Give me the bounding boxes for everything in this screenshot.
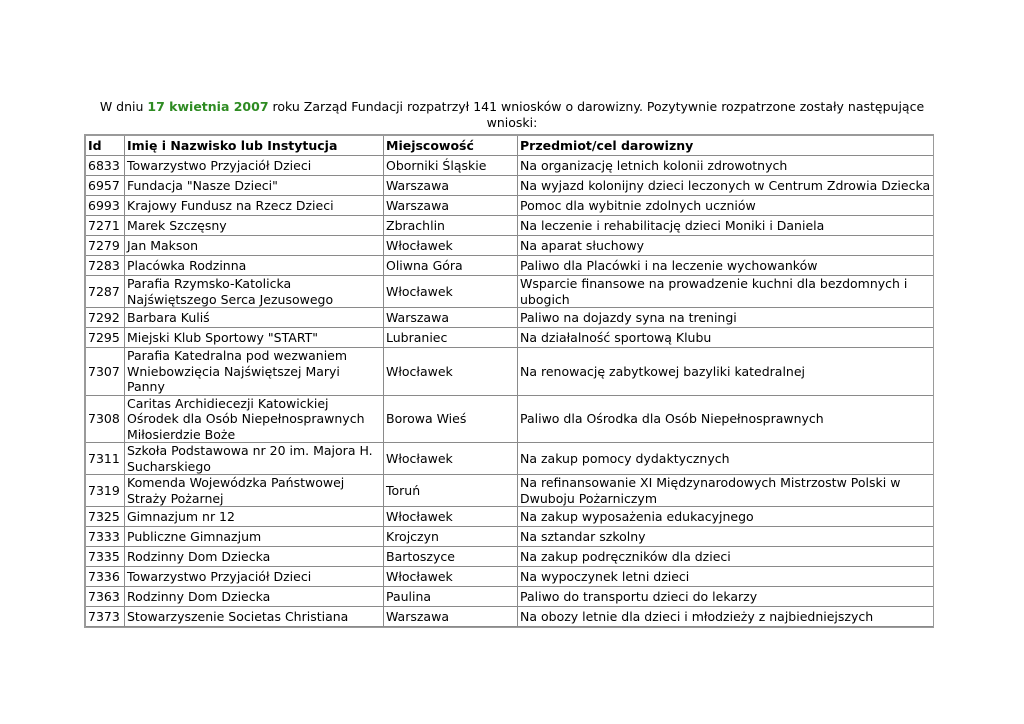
cell-purpose: Na obozy letnie dla dzieci i młodzieży z najbiedniejszych <box>518 607 933 627</box>
cell-city: Zbrachlin <box>384 216 518 236</box>
cell-city: Paulina <box>384 587 518 607</box>
intro-suffix: roku Zarząd Fundacji rozpatrzył 141 wniosków o darowizny. Pozytywnie rozpatrzone zostały następujące wnioski: <box>272 98 925 130</box>
table-row <box>86 276 933 308</box>
cell-purpose: Na działalność sportową Klubu <box>518 328 933 348</box>
cell-city: Bartoszyce <box>384 547 518 567</box>
cell-purpose: Paliwo do transportu dzieci do lekarzy <box>518 587 933 607</box>
cell-name: Stowarzyszenie Societas Christiana <box>125 607 384 627</box>
cell-name: Rodzinny Dom Dziecka <box>125 587 384 607</box>
cell-city: Krojczyn <box>384 527 518 547</box>
cell-name: Towarzystwo Przyjaciół Dzieci <box>125 567 384 587</box>
cell-name: Parafia Rzymsko-Katolicka Najświętszego Serca Jezusowego <box>125 276 384 308</box>
cell-id: 7287 <box>86 276 125 308</box>
intro-prefix: W dniu <box>99 98 144 114</box>
cell-name: Gimnazjum nr 12 <box>125 507 384 527</box>
cell-name: Krajowy Fundusz na Rzecz Dzieci <box>125 196 384 216</box>
cell-id: 7325 <box>86 507 125 527</box>
table-row <box>86 443 933 475</box>
cell-city: Oborniki Śląskie <box>384 156 518 176</box>
cell-city: Włocławek <box>384 348 518 396</box>
cell-id: 6957 <box>86 176 125 196</box>
cell-name: Jan Makson <box>125 236 384 256</box>
cell-purpose: Paliwo dla Placówki i na leczenie wychowanków <box>518 256 933 276</box>
cell-city: Warszawa <box>384 308 518 328</box>
cell-id: 7363 <box>86 587 125 607</box>
cell-purpose: Wsparcie finansowe na prowadzenie kuchni dla bezdomnych i ubogich <box>518 276 933 308</box>
cell-purpose: Na zakup pomocy dydaktycznych <box>518 443 933 475</box>
cell-name: Rodzinny Dom Dziecka <box>125 547 384 567</box>
table-row <box>86 475 933 507</box>
cell-id: 7308 <box>86 396 125 444</box>
cell-purpose: Na leczenie i rehabilitację dzieci Moniki i Daniela <box>518 216 933 236</box>
cell-city: Warszawa <box>384 176 518 196</box>
cell-city: Włocławek <box>384 567 518 587</box>
cell-id: 7319 <box>86 475 125 507</box>
cell-name: Towarzystwo Przyjaciół Dzieci <box>125 156 384 176</box>
header-name: Imię i Nazwisko lub Instytucja <box>125 136 384 156</box>
table-row <box>86 156 933 176</box>
cell-id: 7336 <box>86 567 125 587</box>
table-row <box>86 547 933 567</box>
table-row <box>86 507 933 527</box>
cell-name: Marek Szczęsny <box>125 216 384 236</box>
cell-id: 7292 <box>86 308 125 328</box>
cell-id: 6993 <box>86 196 125 216</box>
cell-purpose: Paliwo dla Ośrodka dla Osób Niepełnosprawnych <box>518 396 933 444</box>
cell-name: Fundacja "Nasze Dzieci" <box>125 176 384 196</box>
cell-purpose: Paliwo na dojazdy syna na treningi <box>518 308 933 328</box>
cell-purpose: Na aparat słuchowy <box>518 236 933 256</box>
donations-table <box>84 134 934 628</box>
cell-city: Lubraniec <box>384 328 518 348</box>
decision-date: 17 kwietnia 2007 <box>147 98 269 114</box>
cell-city: Włocławek <box>384 276 518 308</box>
cell-name: Placówka Rodzinna <box>125 256 384 276</box>
cell-purpose: Na renowację zabytkowej bazyliki katedralnej <box>518 348 933 396</box>
cell-name: Miejski Klub Sportowy "START" <box>125 328 384 348</box>
cell-id: 7311 <box>86 443 125 475</box>
cell-id: 7279 <box>86 236 125 256</box>
table-row <box>86 328 933 348</box>
cell-city: Włocławek <box>384 507 518 527</box>
cell-purpose: Na zakup podręczników dla dzieci <box>518 547 933 567</box>
cell-purpose: Na organizację letnich kolonii zdrowotnych <box>518 156 933 176</box>
cell-id: 6833 <box>86 156 125 176</box>
cell-id: 7373 <box>86 607 125 627</box>
cell-purpose: Na refinansowanie XI Międzynarodowych Mistrzostw Polski w Dwuboju Pożarniczym <box>518 475 933 507</box>
table-row <box>86 256 933 276</box>
table-row <box>86 527 933 547</box>
cell-id: 7307 <box>86 348 125 396</box>
cell-id: 7295 <box>86 328 125 348</box>
cell-purpose: Na wyjazd kolonijny dzieci leczonych w Centrum Zdrowia Dziecka <box>518 176 933 196</box>
header-id: Id <box>86 136 125 156</box>
table-row <box>86 196 933 216</box>
cell-name: Parafia Katedralna pod wezwaniem Wniebowzięcia Najświętszej Maryi Panny <box>125 348 384 396</box>
table-row <box>86 396 933 444</box>
cell-city: Włocławek <box>384 443 518 475</box>
table-row <box>86 607 933 627</box>
table-row <box>86 567 933 587</box>
table-row <box>86 176 933 196</box>
cell-city: Włocławek <box>384 236 518 256</box>
cell-id: 7335 <box>86 547 125 567</box>
cell-name: Komenda Wojewódzka Państwowej Straży Pożarnej <box>125 475 384 507</box>
cell-purpose: Na zakup wyposażenia edukacyjnego <box>518 507 933 527</box>
table-header-row <box>86 136 933 156</box>
cell-id: 7333 <box>86 527 125 547</box>
table-row <box>86 308 933 328</box>
cell-name: Publiczne Gimnazjum <box>125 527 384 547</box>
cell-id: 7283 <box>86 256 125 276</box>
cell-name: Szkoła Podstawowa nr 20 im. Majora H. Sucharskiego <box>125 443 384 475</box>
cell-city: Borowa Wieś <box>384 396 518 444</box>
table-row <box>86 236 933 256</box>
cell-city: Warszawa <box>384 196 518 216</box>
table-row <box>86 587 933 607</box>
cell-name: Caritas Archidiecezji Katowickiej Ośrodek dla Osób Niepełnosprawnych Miłosierdzie Boże <box>125 396 384 444</box>
table-body <box>86 156 933 627</box>
cell-city: Oliwna Góra <box>384 256 518 276</box>
cell-purpose: Na wypoczynek letni dzieci <box>518 567 933 587</box>
cell-purpose: Pomoc dla wybitnie zdolnych uczniów <box>518 196 933 216</box>
header-purpose: Przedmiot/cel darowizny <box>518 136 933 156</box>
intro-paragraph <box>96 99 928 131</box>
cell-city: Toruń <box>384 475 518 507</box>
cell-name: Barbara Kuliś <box>125 308 384 328</box>
table-row <box>86 348 933 396</box>
cell-id: 7271 <box>86 216 125 236</box>
table-row <box>86 216 933 236</box>
cell-city: Warszawa <box>384 607 518 627</box>
header-city: Miejscowość <box>384 136 518 156</box>
cell-purpose: Na sztandar szkolny <box>518 527 933 547</box>
